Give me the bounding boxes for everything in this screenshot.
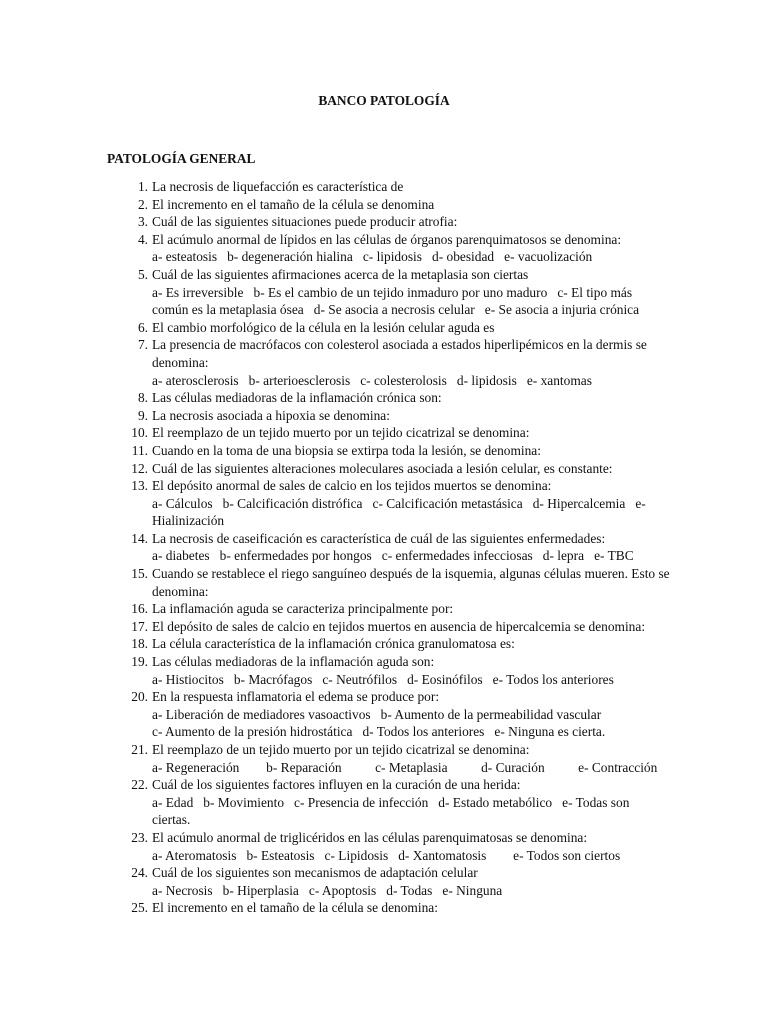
question-number: 10. <box>131 425 148 441</box>
question-item <box>100 231 670 266</box>
question-item <box>100 829 670 864</box>
question-number: 9. <box>137 407 148 423</box>
question-text: La presencia de macrófacos con colesterol asociada a estados hiperlipémicos en la dermis se denomina: <box>152 337 647 370</box>
question-number: 24. <box>131 865 148 881</box>
answer-options: a- Regeneración b- Reparación c- Metaplasia d- Curación e- Contracción <box>152 759 658 775</box>
question-number: 17. <box>131 618 148 634</box>
question-item <box>100 178 670 196</box>
question-number: 23. <box>131 829 148 845</box>
question-number: 2. <box>137 196 148 212</box>
answer-options: a- esteatosis b- degeneración hialina c- lipidosis d- obesidad e- vacuolización <box>152 249 593 265</box>
question-list <box>100 178 670 917</box>
question-item <box>100 424 670 442</box>
question-number: 1. <box>137 179 148 194</box>
question-text: Cuál de los siguientes son mecanismos de adaptación celular <box>152 865 478 881</box>
question-item <box>100 460 670 478</box>
question-item <box>100 776 670 829</box>
question-number: 8. <box>137 390 148 406</box>
question-item <box>100 600 670 618</box>
answer-options: a- diabetes b- enfermedades por hongos c- enfermedades infecciosas d- lepra e- TBC <box>152 548 634 564</box>
question-text: La necrosis asociada a hipoxia se denomina: <box>152 407 390 423</box>
question-text: El depósito de sales de calcio en tejidos muertos en ausencia de hipercalcemia se denomina: <box>152 618 646 634</box>
question-text: Las células mediadoras de la inflamación aguda son: <box>152 654 435 670</box>
question-text: La necrosis de caseificación es característica de cuál de las siguientes enfermedades: <box>152 530 606 546</box>
section-heading: PATOLOGÍA GENERAL <box>107 151 256 166</box>
answer-options: a- Es irreversible b- Es el cambio de un tejido inmaduro por uno maduro c- El tipo más común es la metaplasia ósea d- Se asocia a necrosis celular e- Se asocia a injuria crónica <box>152 284 640 318</box>
question-number: 20. <box>131 689 148 705</box>
answer-options: a- Liberación de mediadores vasoactivos b- Aumento de la permeabilidad vascular <box>152 706 602 722</box>
question-text: El reemplazo de un tejido muerto por un tejido cicatrizal se denomina: <box>152 742 530 757</box>
question-number: 15. <box>131 566 148 582</box>
answer-options: a- Histiocitos b- Macrófagos c- Neutrófilos d- Eosinófilos e- Todos los anteriores <box>152 671 614 687</box>
question-item <box>100 864 670 899</box>
question-item <box>100 530 670 565</box>
question-number: 16. <box>131 601 148 617</box>
question-item <box>100 477 670 530</box>
question-text: Cuál de las siguientes afirmaciones acerca de la metaplasia son ciertas <box>152 266 529 282</box>
answer-options: a- Ateromatosis b- Esteatosis c- Lipidosis d- Xantomatosis e- Todos son ciertos <box>152 847 621 863</box>
question-item <box>100 407 670 425</box>
question-item <box>100 213 670 231</box>
question-number: 14. <box>131 530 148 546</box>
question-text: Cuál de las siguientes situaciones puede producir atrofia: <box>152 214 458 230</box>
question-item <box>100 741 670 776</box>
question-text: Cuál de las siguientes alteraciones moleculares asociada a lesión celular, es constante: <box>152 460 613 476</box>
question-number: 13. <box>131 478 148 494</box>
page-title: BANCO PATOLOGÍA <box>318 93 450 108</box>
question-item <box>100 319 670 337</box>
question-number: 4. <box>137 231 148 247</box>
question-number: 7. <box>137 337 148 353</box>
question-number: 18. <box>131 636 148 652</box>
answer-options: c- Aumento de la presión hidrostática d- Todos los anteriores e- Ninguna es cierta. <box>152 724 606 740</box>
question-number: 22. <box>131 777 148 793</box>
question-text: El incremento en el tamaño de la célula se denomina <box>152 196 435 212</box>
question-number: 25. <box>131 900 148 916</box>
question-number: 21. <box>131 742 148 757</box>
answer-options: a- Cálculos b- Calcificación distrófica c- Calcificación metastásica d- Hipercalcemia e- Hialinización <box>152 495 650 529</box>
question-text: El cambio morfológico de la célula en la lesión celular aguda es <box>152 319 495 335</box>
question-text: Las células mediadoras de la inflamación crónica son: <box>152 390 442 406</box>
question-text: El reemplazo de un tejido muerto por un tejido cicatrizal se denomina: <box>152 425 530 441</box>
question-item <box>100 336 670 389</box>
question-text: El acúmulo anormal de triglicéridos en las células parenquimatosas se denomina: <box>152 829 588 845</box>
question-number: 19. <box>131 654 148 670</box>
question-item <box>100 618 670 636</box>
question-text: La inflamación aguda se caracteriza principalmente por: <box>152 601 454 617</box>
question-text: El depósito anormal de sales de calcio en los tejidos muertos se denomina: <box>152 478 552 494</box>
answer-options: a- aterosclerosis b- arterioesclerosis c- colesterolosis d- lipidosis e- xantomas <box>152 372 592 388</box>
question-item <box>100 389 670 407</box>
question-number: 11. <box>131 442 148 458</box>
question-number: 6. <box>137 319 148 335</box>
question-item <box>100 688 670 741</box>
question-item <box>100 196 670 214</box>
answer-options: a- Necrosis b- Hiperplasia c- Apoptosis d- Todas e- Ninguna <box>152 882 503 898</box>
question-item <box>100 442 670 460</box>
question-text: La célula característica de la inflamación crónica granulomatosa es: <box>152 636 515 652</box>
question-number: 12. <box>131 460 148 476</box>
question-text: El acúmulo anormal de lípidos en las células de órganos parenquimatosos se denomina: <box>152 231 622 247</box>
question-item <box>100 565 670 600</box>
question-number: 3. <box>137 214 148 230</box>
answer-options: a- Edad b- Movimiento c- Presencia de infección d- Estado metabólico e- Todas son ciertas. <box>152 794 633 828</box>
question-number: 5. <box>137 266 148 282</box>
question-text: Cuando en la toma de una biopsia se extirpa toda la lesión, se denomina: <box>152 442 541 458</box>
question-item <box>100 899 670 917</box>
question-item <box>100 653 670 688</box>
question-text: La necrosis de liquefacción es característica de <box>152 179 404 194</box>
question-text: En la respuesta inflamatoria el edema se produce por: <box>152 689 440 705</box>
question-text: El incremento en el tamaño de la célula se denomina: <box>152 900 438 916</box>
question-item <box>100 635 670 653</box>
question-item <box>100 266 670 319</box>
question-text: Cuando se restablece el riego sanguíneo después de la isquemia, algunas células mueren. Esto se denomina: <box>152 566 670 599</box>
question-text: Cuál de los siguientes factores influyen en la curación de una herida: <box>152 777 521 793</box>
